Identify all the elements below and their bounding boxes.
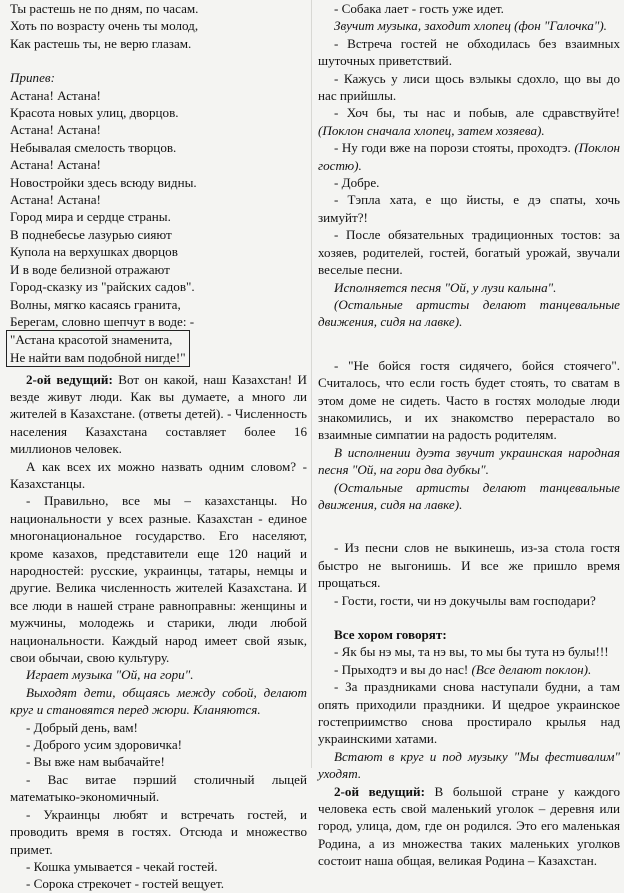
chorus-line: Новостройки здесь всюду видны. [10, 174, 197, 190]
dialog-line [318, 139, 620, 174]
chorus-line: Астана! Астана! [10, 192, 101, 208]
poem-line: Как растешь ты, не верю глазам. [10, 35, 192, 51]
chorus-line: Город мира и сердце страны. [10, 209, 171, 225]
chorus-label: Припев: [10, 70, 55, 86]
chorus-line: Астана! Астана! [10, 87, 101, 103]
chorus-line: Волны, мягко касаясь гранита, [10, 296, 181, 312]
chorus-heading: Все хором говорят: [334, 627, 447, 642]
chorus-line: В поднебесье лазурью сияют [10, 226, 172, 242]
speaker-label: 2-ой ведущий: [26, 371, 113, 387]
stage-direction: (Остальные артисты делают танцевальные движения, сидя на лавке). [318, 296, 620, 330]
chorus-line: Берегам, словно шепчут в воде: - [10, 313, 195, 329]
paragraph-text: Вот он какой, наш Казахстан! И везде живут люди. Как вы думаете, а много ли жителей в Казахстане. (ответы детей). - Численность населения Казахстана составляет более 16 миллионов человек. [10, 371, 308, 457]
dialog-line: - Вас витае пэрший столичный лыцей математыко-экономичный. [10, 771, 307, 805]
paragraph: - Правильно, все мы – казахстанцы. Но национальности у всех разные. Казахстан - единое многонациональное государство. Его населяют, кроме казахов, представители еще 120 наций и народностей: русские, украинцы, татары, немцы и другие. Велика численность жителей Казахстана. И все люди в нашей стране равноправны: женщины и мужчины, молодежь и старики, люди любой национальности. Каждый народ имеет свой язык, свои обычаи, свою культуру. [10, 493, 307, 666]
dialog-line: - Собака лает - гость уже идет. [334, 1, 504, 16]
dialog-line: - Гости, гости, чи нэ докучылы вам господари? [334, 592, 596, 608]
stage-note: (Все делают поклон). [471, 661, 592, 677]
stage-direction: В исполнении дуэта звучит украинская народная песня "Ой, на гори два дубкы". [318, 444, 620, 478]
stage-direction: Встают в круг и под музыку "Мы фестивалим" уходят. [318, 748, 620, 782]
dialog-text: - Прыходтэ и вы до нас! [334, 661, 469, 677]
quote-line: Не найти вам подобной нигде!" [10, 349, 186, 365]
right-column [318, 0, 620, 870]
dialog-line [318, 661, 620, 678]
dialog-line [318, 104, 620, 139]
boxed-quote [6, 330, 190, 367]
paragraph: - "Не бойся гостя сидячего, бойся стоячего". Считалось, что если гость будет стоять, то сватам в этом доме не сидеть. Часто в гостях молодые люди знакомились, и их знакомство перерастало во взаимные симпатии на радость родителям. [318, 357, 620, 443]
poem-line: Хоть по возрасту очень ты молод, [10, 18, 199, 34]
stage-direction: Звучит музыка, заходит хлопец (фон "Галочка"). [334, 18, 607, 34]
chorus-line: Купола на верхушках дворцов [10, 244, 178, 260]
dialog-line: - Як бы нэ мы, та нэ вы, то мы бы тута нэ булы!!! [334, 644, 609, 660]
stage-direction: Играет музыка "Ой, на гори". [26, 667, 194, 683]
chorus-line: Красота новых улиц, дворцов. [10, 105, 179, 121]
dialog-line: - Украинцы любят и встречать гостей, и проводить время в гостях. Отсюда и множество примет. [10, 806, 307, 857]
paragraph-text: В большой стране у каждого человека есть свой маленький уголок – деревня или город, улица, дом, где он родился. Это его маленькая Родина, а из множества таких маленьких уголков состоит наша общая, великая Родина – Казахстан. [318, 783, 620, 869]
column-divider [311, 0, 312, 768]
chorus-line: Астана! Астана! [10, 157, 101, 173]
stage-direction: Выходят дети, общаясь между собой, делают круг и становятся перед жюри. Кланяются. [10, 684, 307, 718]
paragraph: А как всех их можно назвать одним словом? - Казахстанцы. [10, 458, 307, 491]
chorus-line: Город-сказку из "райских садов". [10, 279, 195, 295]
dialog-line: - Добре. [334, 175, 380, 191]
chorus-line: И в воде белизной отражают [10, 261, 170, 277]
quote-line: "Астана красотой знаменита, [10, 332, 173, 348]
paragraph: - После обязательных традиционных тостов: за хозяев, родителей, гостей, богатый урожай, звучали веселые песни. [318, 227, 620, 278]
stage-note: (Поклон сначала хлопец, затем хозяева). [318, 122, 545, 138]
chorus-line: Астана! Астана! [10, 122, 101, 138]
dialog-line: - Вы вже нам выбачайте! [26, 754, 165, 770]
dialog-line: - Добрый день, вам! [26, 719, 138, 735]
dialog-line: - Доброго усим здоровичка! [26, 737, 183, 753]
stage-note: (Поклон гостю). [318, 140, 620, 173]
stage-direction: (Остальные артисты делают танцевальные движения, сидя на лавке). [318, 479, 620, 512]
dialog-line: - Кошка умывается - чекай гостей. [26, 858, 218, 874]
poem-intro [10, 0, 307, 52]
poem-line: Ты растешь не по дням, по часам. [10, 1, 199, 16]
paragraph-presenter [10, 371, 307, 458]
paragraph: - Из песни слов не выкинешь, из-за стола гостя быстро не выгонишь. И все же пришло время прощаться. [318, 540, 620, 591]
left-column [10, 0, 307, 893]
chorus [10, 87, 307, 331]
dialog-line: - Тэпла хата, е що йисты, е дэ спаты, хочь зимуйт?! [318, 192, 620, 225]
paragraph-presenter [318, 783, 620, 870]
paragraph: - Встреча гостей не обходилась без взаимных шуточных приветствий. [318, 35, 620, 69]
stage-direction: Исполняется песня "Ой, у лузи калына". [334, 279, 557, 295]
paragraph: - За праздниками снова наступали будни, а там опять приходили праздники. И щедрое украинское гостеприимство снова простирало крылья над украинскими хатами. [318, 679, 620, 747]
chorus-line: Небывалая смелость творцов. [10, 139, 177, 155]
dialog-line: - Сорока стрекочет - гостей вещует. [26, 876, 224, 892]
dialog-line: - Кажусь у лиси щось вэлыкы сдохло, що вы до нас прийшлы. [318, 70, 620, 104]
speaker-label: 2-ой ведущий: [334, 783, 425, 799]
dialog-text: - Хоч бы, ты нас и побыв, але сдравствуйте! [334, 105, 620, 121]
dialog-text: - Ну годи вже на порози стояты, проходтэ. [334, 140, 571, 156]
